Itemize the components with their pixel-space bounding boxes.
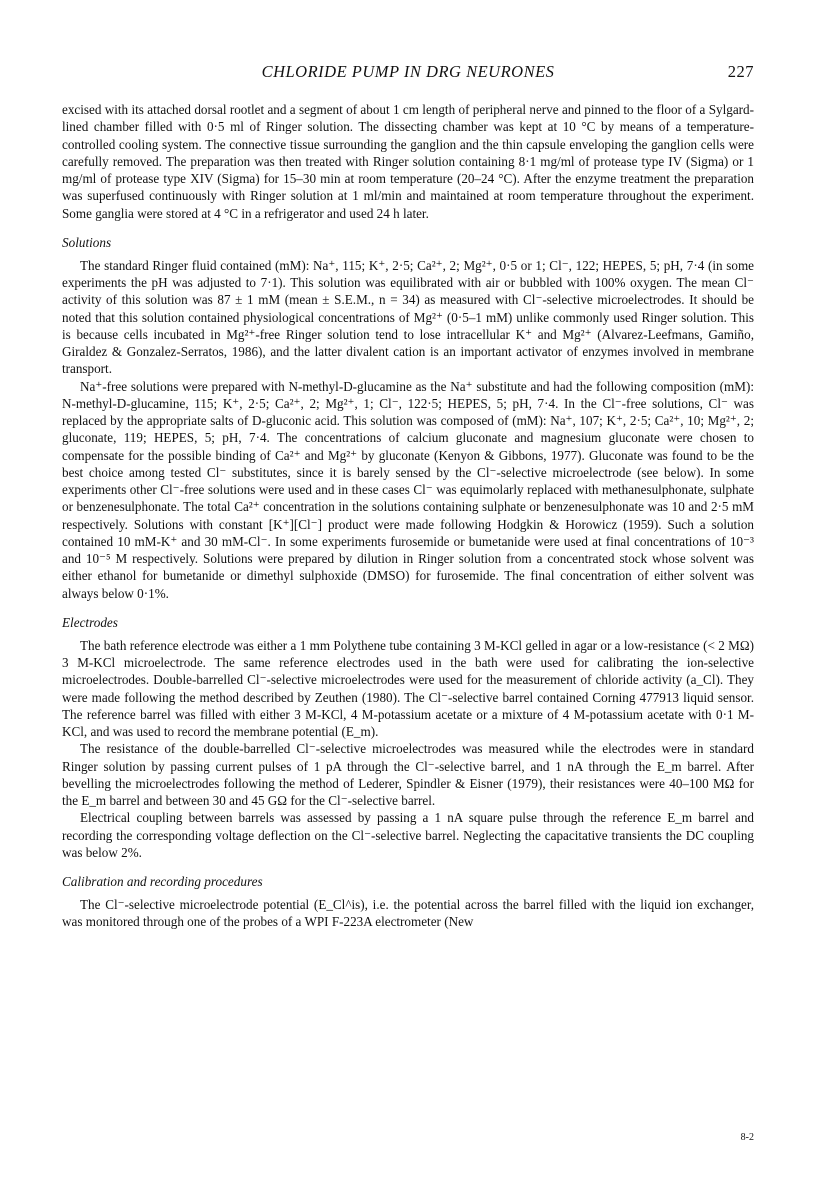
paragraph-preparation: excised with its attached dorsal rootlet and a segment of about 1 cm length of peripheral nerve and pinned to the floor of a Sylgard-lined chamber filled with 0·5 ml of Ringer solution. The dissecting chamber was kept at 10 °C by means of a temperature-controlled cooling system. The connective tissue surrounding the ganglion and the thin capsule enveloping the ganglion cells were carefully removed. The preparation was then treated with Ringer solution containing 8·1 mg/ml of protease type IV (Sigma) or 1 mg/ml of protease type XIV (Sigma) for 15–30 min at room temperature (20–24 °C). After the enzyme treatment the preparation was superfused continuously with Ringer solution at 1 ml/min and maintained at room temperature throughout the experiment. Some ganglia were stored at 4 °C in a refrigerator and used 24 h later. [62, 102, 754, 221]
paragraph-electrode-resistance: The resistance of the double-barrelled Cl⁻-selective microelectrodes was measured while the electrodes were in standard Ringer solution by passing current pulses of 1 pA through the Cl⁻-selective barrel, and 1 nA through the E_m barrel. After bevelling the microelectrodes following the method of Lederer, Spindler & Eisner (1979), their resistances were 40–100 MΩ for the E_m barrel and between 30 and 45 GΩ for the Cl⁻-selective barrel. [62, 741, 754, 808]
signature-mark: 8-2 [740, 1132, 754, 1143]
paragraph-calibration: The Cl⁻-selective microelectrode potential (E_Cl^is), i.e. the potential across the barrel filled with the liquid ion exchanger, was monitored through one of the probes of a WPI F-223A electrometer (New [62, 897, 754, 930]
body-text [62, 101, 754, 931]
section-heading-solutions: Solutions [62, 234, 112, 250]
running-head [62, 62, 754, 86]
paragraph-na-free-solutions: Na⁺-free solutions were prepared with N-methyl-D-glucamine as the Na⁺ substitute and had the following composition (mM): N-methyl-D-glucamine, 115; K⁺, 2·5; Ca²⁺, 2; Mg²⁺, 1; Cl⁻, 122·5; HEPES, 5; pH, 7·4. In the Cl⁻-free solutions, Cl⁻ was replaced by the appropriate salts of D-gluconic acid. This solution was composed of (mM): Na⁺, 107; K⁺, 2·5; Ca²⁺, 10; Mg²⁺, 2; gluconate, 119; HEPES, 5; pH, 7·4. The concentrations of calcium gluconate and magnesium gluconate were chosen to compensate for the possible binding of Ca²⁺ and Mg²⁺ by gluconate (Kenyon & Gibbons, 1977). Gluconate was found to be the best choice among tested Cl⁻ substitutes, since it is barely sensed by the Cl⁻-selective microelectrode (see below). In some experiments other Cl⁻-free solutions were used and in these cases Cl⁻ was equimolarly replaced with methanesulphonate, sulphate or benzenesulphonate. The total Ca²⁺ concentration in the solutions containing sulphate or benzenesulphonate was 10 and 2·5 mM respectively. Solutions with constant [K⁺][Cl⁻] product were made following Hodgkin & Horowicz (1959). Such a solution contained 10 mM-K⁺ and 30 mM-Cl⁻. In some experiments furosemide or bumetanide were used at final concentrations of 10⁻³ and 10⁻⁵ M respectively. Solutions were prepared by dilution in Ringer solution from a concentrated stock whose solvent was either ethanol for bumetanide or dimethyl sulphoxide (DMSO) for furosemide. The final concentration of either solvent was always below 0·1%. [62, 378, 754, 601]
page-number: 227 [727, 62, 754, 81]
section-heading-calibration: Calibration and recording procedures [62, 874, 263, 889]
paragraph-standard-ringer: The standard Ringer fluid contained (mM): Na⁺, 115; K⁺, 2·5; Ca²⁺, 2; Mg²⁺, 0·5 or 1; Cl⁻, 122; HEPES, 5; pH, 7·4 (in some experiments the pH was adjusted to 7·1). This solution was equilibrated with air or bubbled with 100% oxygen. The mean Cl⁻ activity of this solution was 87 ± 1 mM (mean ± S.E.M., n = 34) as measured with Cl⁻-selective microelectrodes. It should be noted that this solution contained physiological concentrations of Mg²⁺ (0·5–1 mM) unlike commonly used Ringer solution. This is because cells incubated in Mg²⁺-free Ringer solution tend to lose intracellular K⁺ and Mg²⁺ (Alvarez-Leefmans, Gamiño, Giraldez & Gonzalez-Serratos, 1986), and the latter divalent cation is an important activator of enzymes involved in membrane transport. [62, 257, 754, 377]
section-heading-electrodes: Electrodes [62, 614, 118, 630]
paragraph-reference-electrode: The bath reference electrode was either a 1 mm Polythene tube containing 3 M-KCl gelled in agar or a low-resistance (< 2 MΩ) 3 M-KCl microelectrode. The same reference electrodes used in the bath were used for calibrating the ion-selective microelectrodes. Double-barrelled Cl⁻-selective microelectrodes were used for the measurement of chloride activity (a_Cl). They were made following the method described by Zeuthen (1980). The Cl⁻-selective barrel contained Corning 477913 liquid sensor. The reference barrel was filled with either 3 M-KCl, 4 M-potassium acetate or a mixture of 4 M-potassium acetate with 0·1 M-KCl, and was used to record the membrane potential (E_m). [62, 637, 754, 739]
paragraph-electrical-coupling: Electrical coupling between barrels was assessed by passing a 1 nA square pulse through the reference E_m barrel and recording the corresponding voltage deflection on the Cl⁻-selective barrel. Neglecting the capacitative transients the DC coupling was below 2%. [62, 810, 754, 860]
running-title: CHLORIDE PUMP IN DRG NEURONES [261, 62, 555, 81]
